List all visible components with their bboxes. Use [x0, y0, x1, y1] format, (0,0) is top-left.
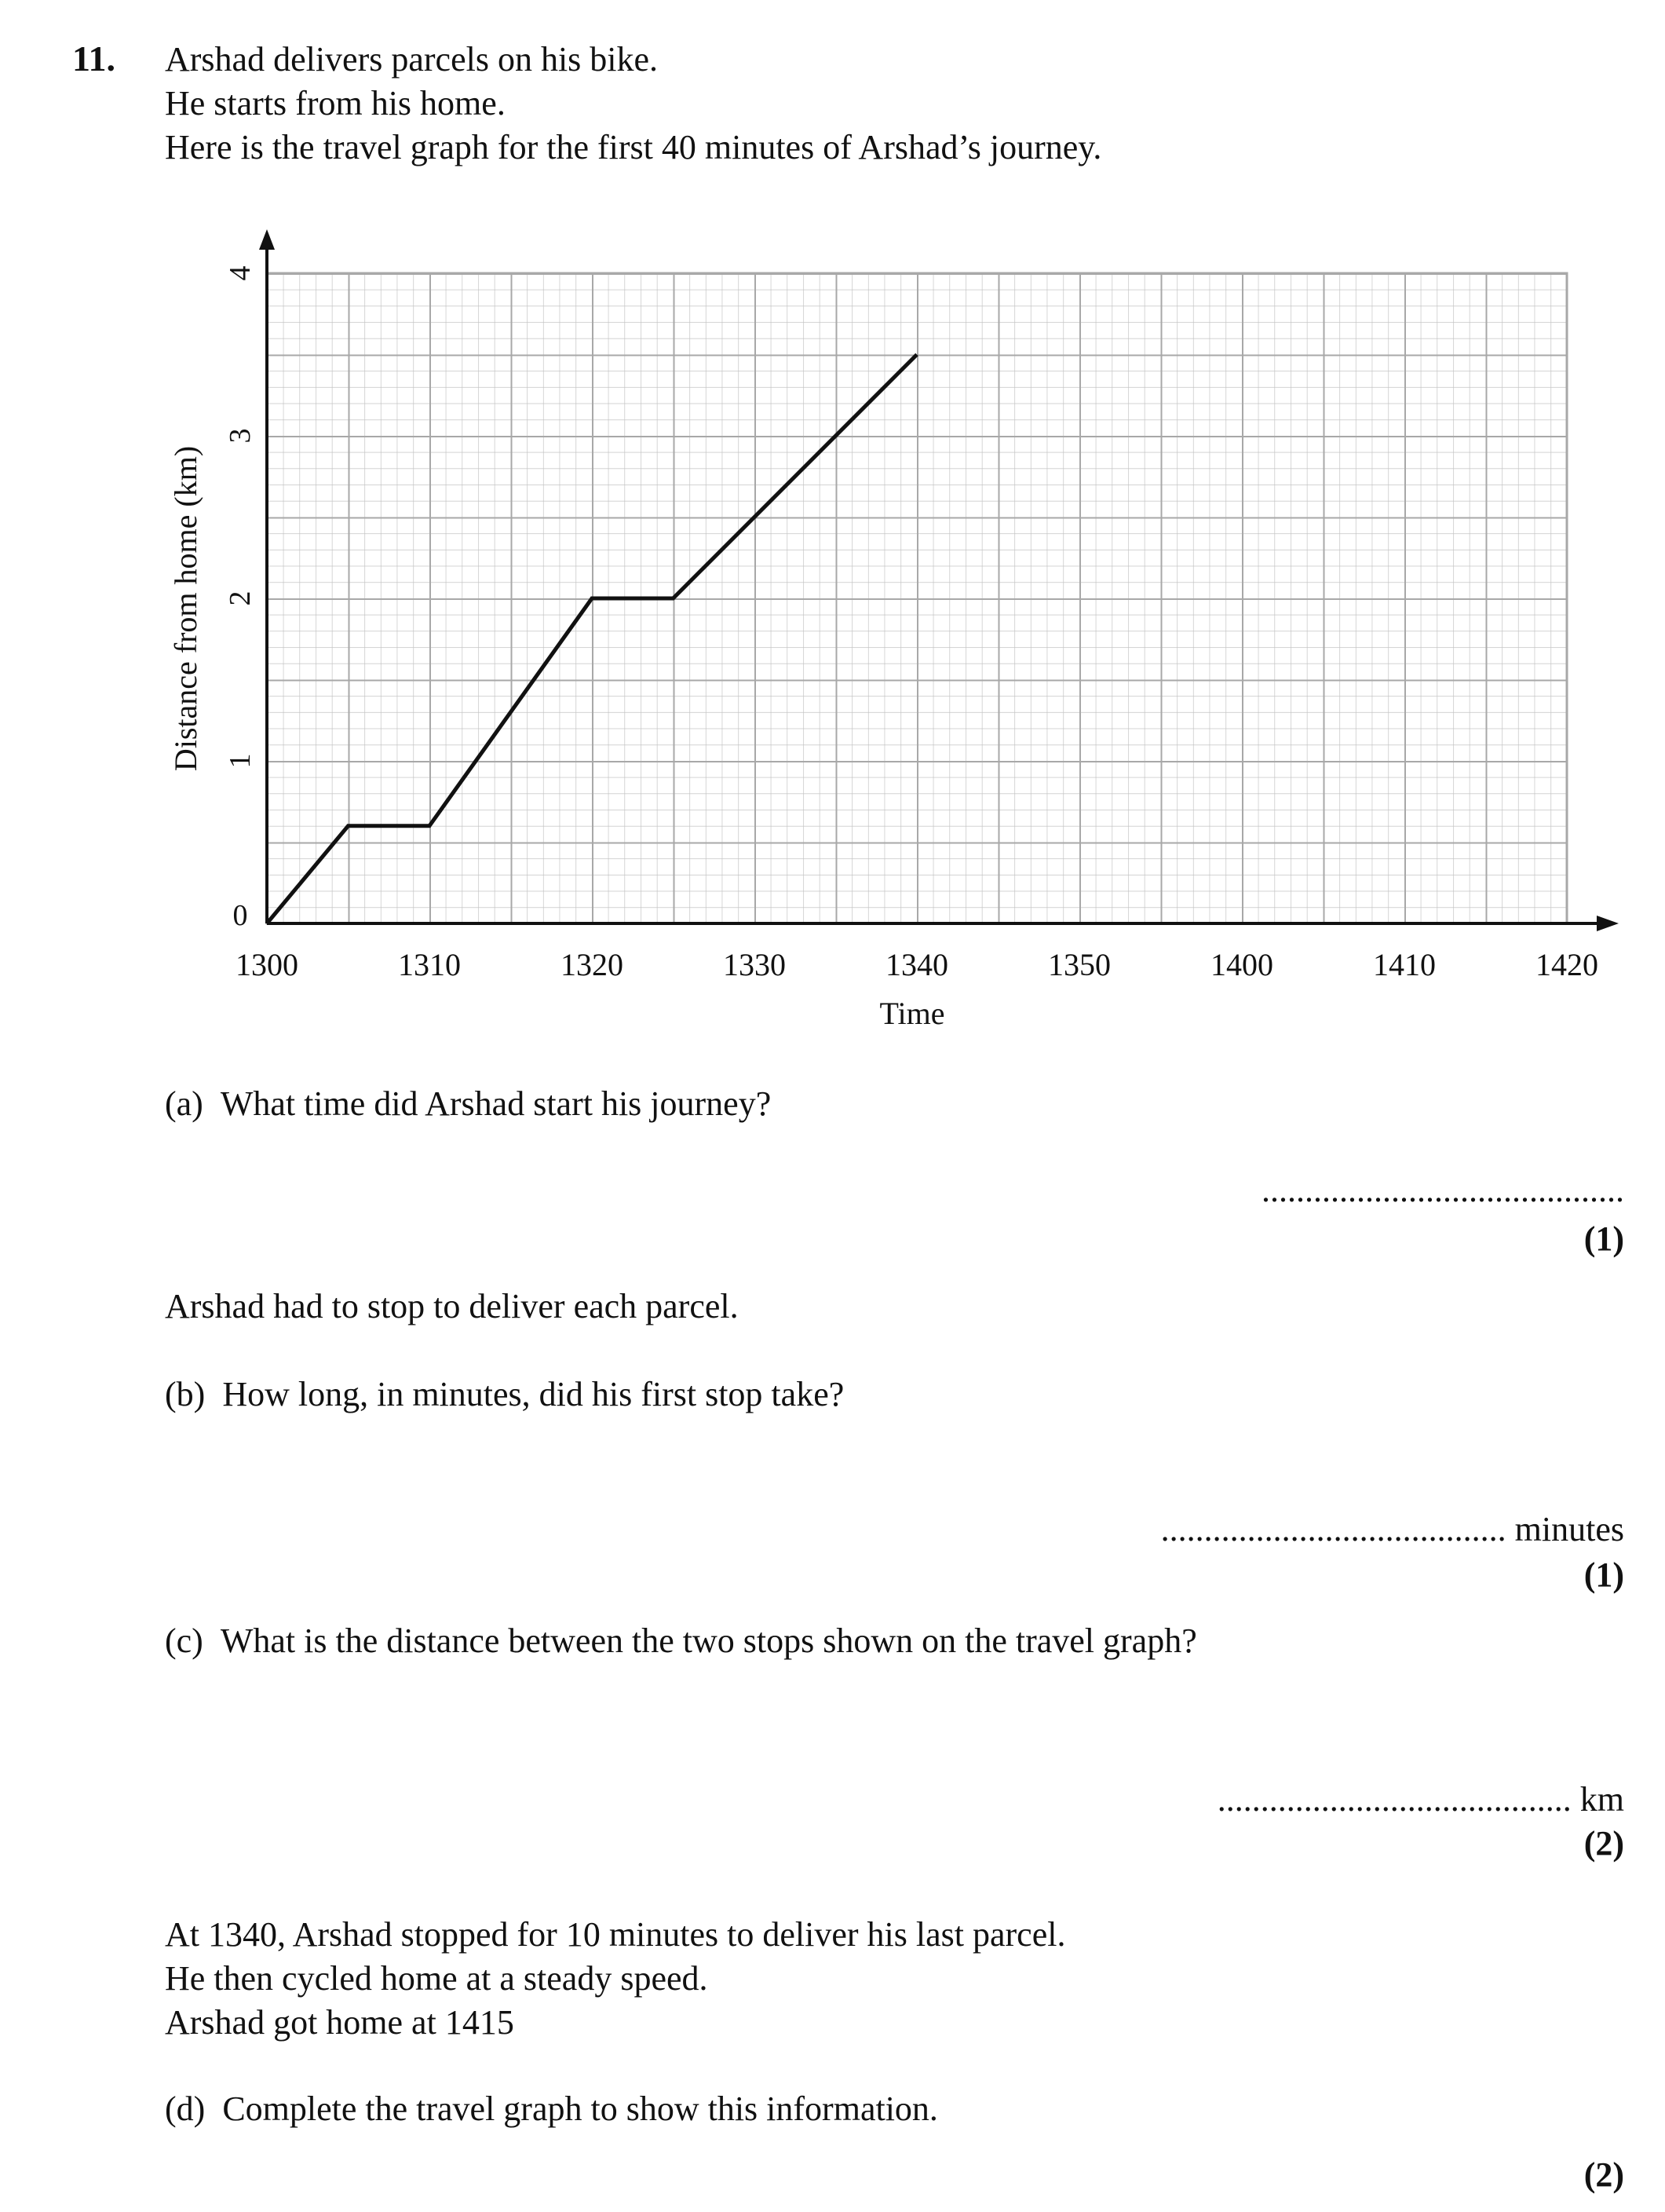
part-b-question — [165, 1374, 844, 1414]
part-b-marks: (1) — [1583, 1556, 1624, 1594]
part-b-answer — [1161, 1509, 1624, 1549]
x-axis-label: Time — [879, 996, 945, 1031]
part-b-answer-line[interactable]: ........................................ — [1160, 1510, 1506, 1548]
y-tick-label: 1 — [224, 753, 257, 769]
part-c-answer — [1218, 1779, 1624, 1819]
y-tick-labels — [224, 266, 257, 933]
y-tick-label: 4 — [224, 265, 257, 281]
intro-line-2: He starts from his home. — [165, 84, 506, 122]
y-tick-label: 0 — [232, 899, 248, 932]
part-c-unit: km — [1579, 1780, 1624, 1819]
x-tick-label: 1420 — [1535, 947, 1598, 982]
y-axis-arrow-icon — [259, 229, 275, 250]
y-tick-label: 2 — [224, 590, 257, 606]
part-c-text: What is the distance between the two stops shown on the travel graph? — [220, 1622, 1197, 1660]
x-tick-label: 1300 — [236, 947, 298, 982]
part-b-context: Arshad had to stop to deliver each parcel. — [165, 1287, 739, 1325]
part-d-question — [165, 2089, 938, 2129]
x-tick-label: 1410 — [1373, 947, 1436, 982]
part-b-unit: minutes — [1514, 1510, 1624, 1548]
travel-graph — [0, 0, 1665, 1052]
part-b-label: (b) — [165, 1375, 206, 1413]
x-tick-label: 1330 — [723, 947, 786, 982]
x-tick-labels — [236, 947, 1598, 982]
part-d-marks: (2) — [1583, 2155, 1624, 2194]
part-a-text: What time did Arshad start his journey? — [220, 1084, 772, 1123]
grid-area — [267, 273, 1567, 923]
x-tick-label: 1340 — [885, 947, 948, 982]
part-a-marks: (1) — [1583, 1219, 1624, 1258]
part-d-context-3: Arshad got home at 1415 — [165, 2003, 514, 2042]
y-tick-label: 3 — [224, 428, 257, 444]
part-c-answer-line[interactable]: ......................................... — [1217, 1780, 1572, 1819]
x-tick-label: 1320 — [560, 947, 623, 982]
part-d-context-1: At 1340, Arshad stopped for 10 minutes to deliver his last parcel. — [165, 1915, 1066, 1954]
part-c-marks: (2) — [1583, 1824, 1624, 1863]
part-d-context-2: He then cycled home at a steady speed. — [165, 1959, 708, 1998]
x-tick-label: 1310 — [398, 947, 461, 982]
part-c-question — [165, 1621, 1197, 1661]
part-d-label: (d) — [165, 2090, 206, 2128]
x-tick-label: 1400 — [1210, 947, 1273, 982]
part-b-text: How long, in minutes, did his first stop take? — [222, 1375, 845, 1413]
part-a-answer-line[interactable]: .......................................... — [1262, 1171, 1624, 1209]
part-c-label: (c) — [165, 1622, 203, 1660]
question-number: 11. — [72, 38, 115, 79]
part-d-text: Complete the travel graph to show this information. — [222, 2090, 938, 2128]
part-a-question — [165, 1084, 771, 1124]
intro-line-1: Arshad delivers parcels on his bike. — [165, 40, 659, 79]
y-axis-label: Distance from home (km) — [168, 445, 203, 772]
x-tick-label: 1350 — [1048, 947, 1111, 982]
intro-line-3: Here is the travel graph for the first 40 minutes of Arshad’s journey. — [165, 128, 1102, 166]
x-axis-arrow-icon — [1597, 916, 1619, 931]
part-a-label: (a) — [165, 1084, 203, 1123]
